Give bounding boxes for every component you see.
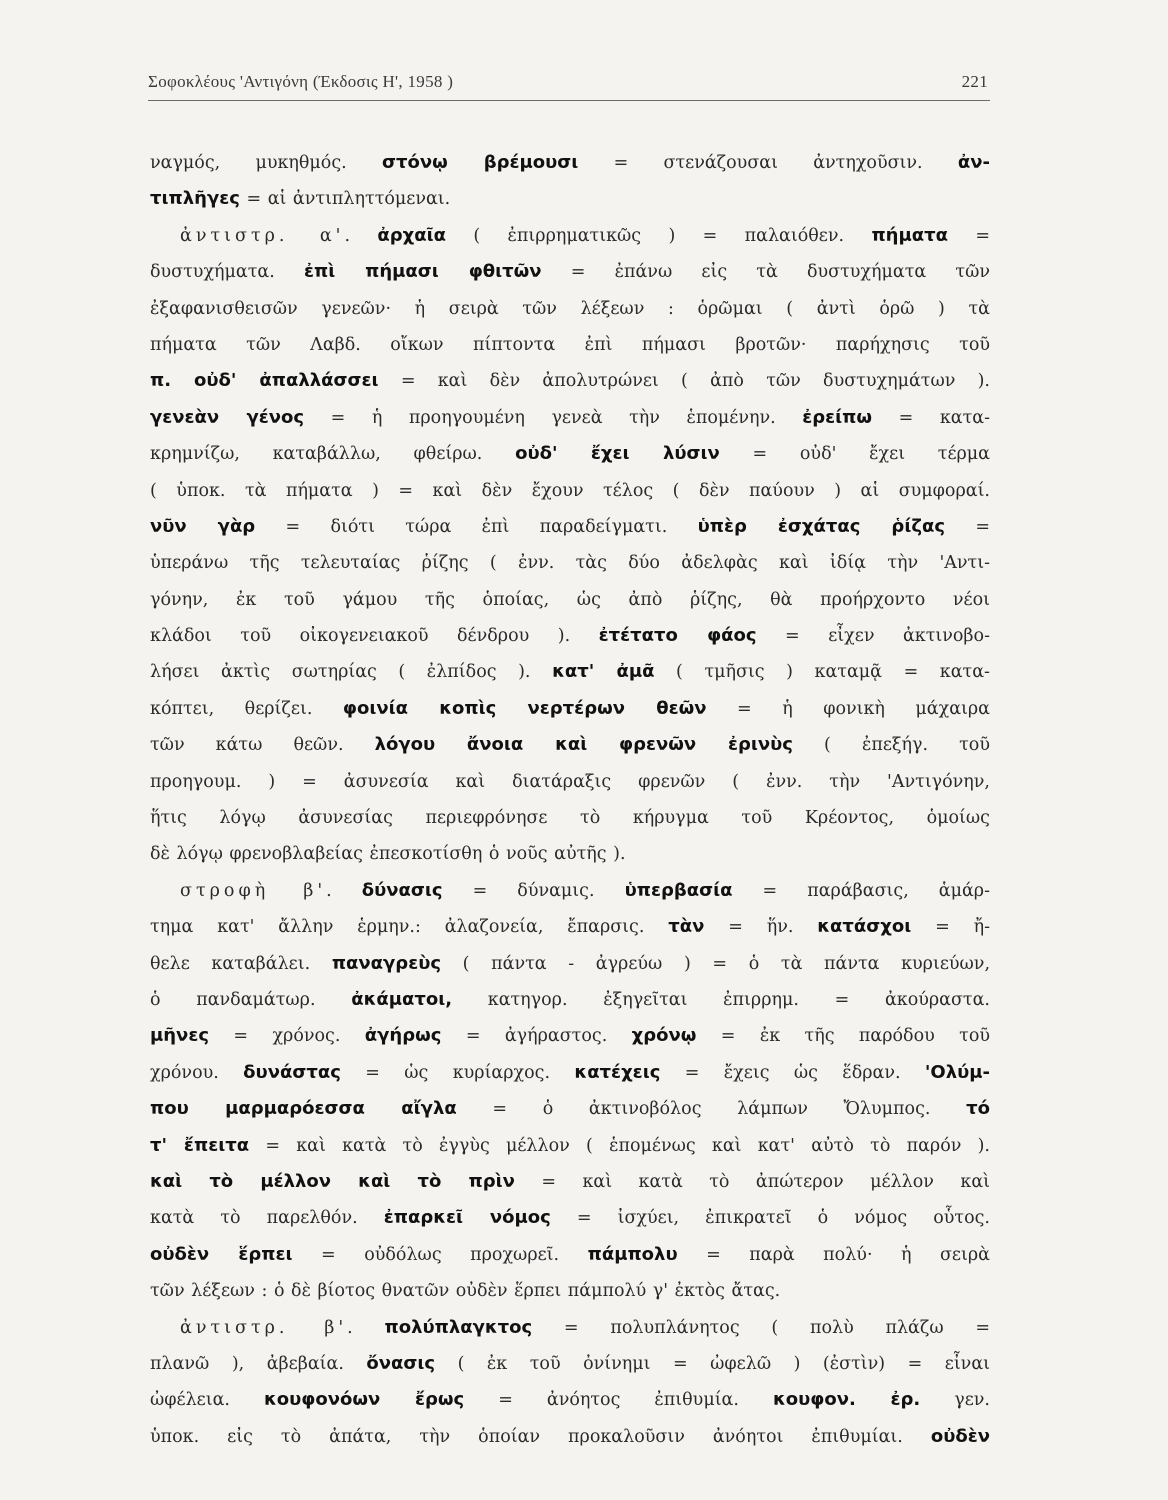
- section-label: στροφὴ β': [180, 880, 327, 901]
- gloss: = ἡ φονικὴ μάχαιρα: [706, 698, 990, 719]
- gloss: δὲ λόγῳ φρενοβλαβείας ἐπεσκοτίσθη ὁ νοῦς αὐτῆς ).: [150, 844, 626, 865]
- lemma: ὑπὲρ ἐσχάτας ῥίζας: [697, 515, 946, 537]
- text-line: [150, 436, 990, 472]
- gloss: γεν.: [920, 1390, 990, 1411]
- text-line: [150, 691, 990, 727]
- lemma: χρόνῳ: [631, 1025, 697, 1047]
- lemma: ἀν-: [957, 152, 990, 173]
- gloss: λήσει ἀκτὶς σωτηρίας ( ἐλπίδος ).: [150, 662, 553, 683]
- gloss: τῶν λέξεων : ὁ δὲ βίοτος θνατῶν οὐδὲν ἕρπει πάμπολύ γ' ἐκτὸς ἄτας.: [150, 1281, 781, 1302]
- text-line: [150, 1164, 990, 1200]
- text-line: [150, 509, 990, 545]
- lemma: κατ' ἀμᾶ: [552, 661, 655, 683]
- gloss: ὠφέλεια.: [150, 1390, 264, 1411]
- lemma: ἐπαρκεῖ νόμος: [383, 1207, 551, 1229]
- text-line: [150, 873, 990, 909]
- gloss: δυστυχήματα.: [150, 262, 304, 283]
- lemma: ἀγήρως: [364, 1025, 442, 1047]
- gloss: = ἐπάνω εἰς τὰ δυστυχήματα τῶν: [541, 262, 990, 283]
- section-label: ἀντιστρ. β': [180, 1317, 348, 1338]
- gloss: .: [326, 880, 362, 901]
- text-line: [150, 582, 990, 618]
- lemma: παναγρεὺς: [331, 952, 442, 974]
- gloss: =: [947, 225, 990, 246]
- text-line: [150, 1200, 990, 1236]
- lemma: τ' ἔπειτα: [150, 1134, 250, 1156]
- gloss: θελε καταβάλει.: [150, 953, 332, 974]
- gloss: χρόνου.: [150, 1062, 244, 1083]
- lemma: κουφον. ἐρ.: [772, 1389, 921, 1411]
- gloss: .: [344, 225, 378, 246]
- gloss: κόπτει, θερίζει.: [150, 698, 343, 719]
- text-line: [150, 654, 990, 690]
- gloss: = ἥν.: [704, 917, 818, 938]
- lemma: ἐρείπω: [802, 406, 873, 428]
- lemma: ὄνασις: [366, 1352, 436, 1374]
- gloss: = ὁ ἀκτινοβόλος λάμπων Ὄλυμπος.: [456, 1099, 967, 1120]
- gloss: πλανῶ ), ἀβεβαία.: [150, 1353, 367, 1374]
- gloss: ( ἐπιρρηματικῶς ) = παλαιόθεν.: [446, 225, 872, 246]
- gloss: = κατα-: [872, 407, 991, 428]
- gloss: κλάδοι τοῦ οἰκογενειακοῦ δένδρου ).: [150, 626, 599, 647]
- text-line: [150, 618, 990, 654]
- gloss: = παρὰ πολύ· ἡ σειρὰ: [677, 1244, 990, 1265]
- gloss: γόνην, ἐκ τοῦ γάμου τῆς ὁποίας, ὡς ἀπὸ ῥίζης, θὰ προήρχοντο νέοι: [150, 589, 990, 610]
- gloss: = διότι τώρα ἐπὶ παραδείγματι.: [255, 516, 698, 537]
- lemma: τὰν: [668, 916, 705, 938]
- gloss: ἥτις λόγῳ ἀσυνεσίας περιεφρόνησε τὸ κήρυγμα τοῦ Κρέοντος, ὁμοίως: [150, 808, 990, 829]
- text-line: [150, 1419, 990, 1455]
- lemma: δύνασις: [361, 879, 443, 901]
- text-line: [150, 727, 990, 763]
- gloss: = αἱ ἀντιπληττόμεναι.: [239, 189, 451, 210]
- gloss: = ἀγήραστος.: [441, 1026, 632, 1047]
- gloss: = ἰσχύει, ἐπικρατεῖ ὁ νόμος οὗτος.: [550, 1208, 990, 1229]
- gloss: = εἶχεν ἀκτινοβο-: [756, 626, 990, 647]
- text-line: [150, 181, 990, 217]
- lemma: πήματα: [871, 224, 948, 246]
- lemma: οὐδ' ἔχει λύσιν: [515, 443, 720, 465]
- gloss: = ἡ προηγουμένη γενεὰ τὴν ἑπομένην.: [304, 407, 803, 428]
- text-line: [150, 1018, 990, 1054]
- gloss: = ἤ-: [911, 917, 990, 938]
- lemma: οὐδὲν ἕρπει: [150, 1243, 293, 1265]
- text-line: [150, 764, 990, 800]
- lemma: ὑπερβασία: [624, 879, 733, 901]
- text-line: [150, 1091, 990, 1127]
- gloss: τῶν κάτω θεῶν.: [150, 735, 375, 756]
- gloss: = καὶ κατὰ τὸ ἀπώτερον μέλλον καὶ: [514, 1171, 991, 1192]
- lemma: οὐδὲν: [930, 1425, 990, 1447]
- lemma: καὶ τὸ μέλλον καὶ τὸ πρὶν: [150, 1170, 515, 1192]
- text-line: [150, 1055, 990, 1091]
- gloss: ( ἐκ τοῦ ὀνίνημι = ὠφελῶ ) (ἐστὶν) = εἶναι: [435, 1353, 991, 1374]
- gloss: = πολυπλάνητος ( πολὺ πλάζω =: [532, 1317, 991, 1338]
- gloss: = οὐδόλως προχωρεῖ.: [292, 1244, 588, 1265]
- text-line: [150, 946, 990, 982]
- gloss: κατὰ τὸ παρελθόν.: [150, 1208, 384, 1229]
- gloss: ὑπεράνω τῆς τελευταίας ῥίζης ( ἐνν. τὰς δύο ἀδελφὰς καὶ ἰδίᾳ τὴν 'Αντι-: [150, 553, 990, 574]
- lemma: πολύπλαγκτος: [384, 1316, 533, 1338]
- header-title: Σοφοκλέους 'Αντιγόνη (Έκδοσις Η', 1958 ): [148, 72, 454, 91]
- gloss: πήματα τῶν Λαβδ. οἴκων πίπτοντα ἐπὶ πήμασι βροτῶν· παρήχησις τοῦ: [150, 334, 990, 355]
- gloss: ὑποκ. εἰς τὸ ἀπάτα, τὴν ὁποίαν προκαλοῦσιν ἀνόητοι ἐπιθυμίαι.: [150, 1426, 931, 1447]
- text-line: [150, 145, 990, 181]
- text-line: [150, 1346, 990, 1382]
- section-label: ἀντιστρ. α': [180, 225, 345, 246]
- lemma: ἐτέτατο φάος: [598, 625, 757, 647]
- lemma: που μαρμαρόεσσα αἴγλα: [150, 1098, 457, 1120]
- lemma: δυνάστας: [243, 1061, 341, 1083]
- text-line: [150, 982, 990, 1018]
- lemma: νῦν γὰρ: [150, 515, 256, 537]
- text-line: [150, 1310, 990, 1346]
- text-line: [150, 473, 990, 509]
- lemma: κατέχεις: [574, 1061, 661, 1083]
- header-rule: [148, 100, 990, 101]
- lemma: ἀκάματοι,: [351, 988, 453, 1010]
- gloss: προηγουμ. ) = ἀσυνεσία καὶ διατάραξις φρενῶν ( ἐνν. τὴν 'Αντιγόνην,: [150, 771, 990, 792]
- lemma: πάμπολυ: [587, 1243, 678, 1265]
- gloss: = στενάζουσαι ἀντηχοῦσιν.: [578, 153, 958, 173]
- page-number: 221: [961, 72, 988, 91]
- gloss: = δύναμις.: [442, 880, 625, 901]
- lemma: ἐπὶ πήμασι φθιτῶν: [303, 261, 542, 283]
- text-line: [150, 800, 990, 836]
- text-line: [150, 1382, 990, 1418]
- text-line: [150, 1237, 990, 1273]
- gloss: = παράβασις, ἁμάρ-: [732, 880, 990, 901]
- gloss: = χρόνος.: [209, 1026, 365, 1047]
- lemma: π. οὐδ' ἀπαλλάσσει: [150, 370, 379, 392]
- lemma: κατάσχοι: [817, 916, 912, 938]
- gloss: .: [347, 1317, 385, 1338]
- gloss: = καὶ δὲν ἀπολυτρώνει ( ἀπὸ τῶν δυστυχημάτων ).: [378, 371, 990, 392]
- gloss: ( πάντα - ἀγρεύω ) = ὁ τὰ πάντα κυριεύων,: [441, 953, 991, 974]
- text-line: [150, 836, 990, 872]
- gloss: = ἀνόητος ἐπιθυμία.: [464, 1390, 773, 1411]
- lemma: μῆνες: [150, 1025, 210, 1047]
- lemma: λόγου ἄνοια καὶ φρενῶν ἐρινὺς: [374, 734, 793, 756]
- gloss: =: [945, 516, 990, 537]
- text-line: [150, 218, 990, 254]
- text-line: [150, 1273, 990, 1309]
- gloss: ὁ πανδαμάτωρ.: [150, 989, 352, 1010]
- commentary-text: [150, 145, 990, 1455]
- text-line: [150, 545, 990, 581]
- lemma: 'Ολύμ-: [924, 1061, 990, 1083]
- gloss: ( ἐπεξήγ. τοῦ: [792, 735, 990, 756]
- gloss: = καὶ κατὰ τὸ ἐγγὺς μέλλον ( ἑπομένως καὶ κατ' αὐτὸ τὸ παρόν ).: [249, 1135, 990, 1156]
- gloss: = οὐδ' ἔχει τέρμα: [719, 444, 990, 465]
- gloss: κρημνίζω, καταβάλλω, φθείρω.: [150, 444, 516, 465]
- gloss: ναγμός, μυκηθμός.: [150, 153, 382, 173]
- text-line: [150, 254, 990, 290]
- lemma: ἀρχαῖα: [377, 224, 446, 246]
- lemma: τιπλῆγες: [150, 188, 240, 210]
- gloss: ἐξαφανισθεισῶν γενεῶν· ἡ σειρὰ τῶν λέξεων : ὁρῶμαι ( ἀντὶ ὁρῶ ) τὰ: [150, 298, 990, 319]
- gloss: = ἔχεις ὡς ἕδραν.: [660, 1062, 925, 1083]
- lemma: στόνῳ βρέμουσι: [381, 152, 579, 173]
- lemma: τό: [966, 1098, 990, 1120]
- gloss: τημα κατ' ἄλλην ἑρμην.: ἀλαζονεία, ἔπαρσις.: [150, 917, 669, 938]
- text-line: [150, 400, 990, 436]
- gloss: = ἐκ τῆς παρόδου τοῦ: [696, 1026, 990, 1047]
- text-line: [150, 1128, 990, 1164]
- gloss: ( ὑποκ. τὰ πήματα ) = καὶ δὲν ἔχουν τέλος ( δὲν παύουν ) αἱ συμφοραί.: [150, 480, 990, 501]
- text-line: [150, 291, 990, 327]
- gloss: ( τμῆσις ) καταμᾷ = κατα-: [654, 662, 990, 683]
- text-line: [150, 327, 990, 363]
- text-line: [150, 363, 990, 399]
- lemma: κουφονόων ἔρως: [264, 1389, 465, 1411]
- lemma: φοινία κοπὶς νερτέρων θεῶν: [342, 697, 707, 719]
- gloss: = ὡς κυρίαρχος.: [340, 1062, 575, 1083]
- lemma: γενεὰν γένος: [150, 406, 305, 428]
- text-line: [150, 909, 990, 945]
- gloss: κατηγορ. ἐξηγεῖται ἐπιρρημ. = ἀκούραστα.: [452, 989, 990, 1010]
